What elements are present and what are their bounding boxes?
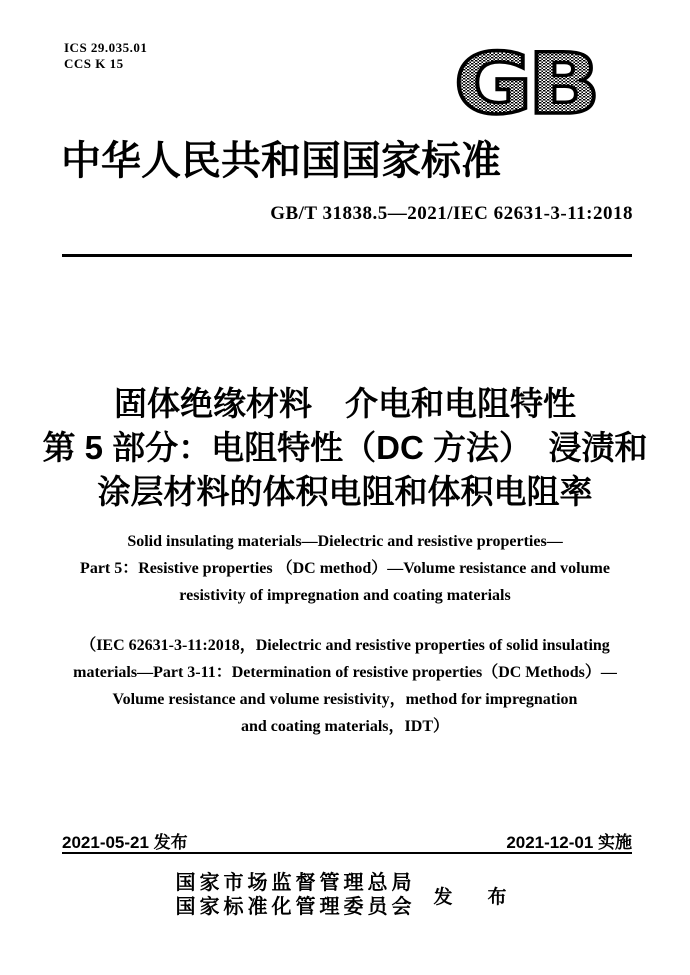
title-english-line: resistivity of impregnation and coating materials (179, 587, 511, 604)
national-standard-heading: 中华人民共和国国家标准 (61, 138, 501, 183)
standard-number: GB/T 31838.5—2021/IEC 62631-3-11:2018 (270, 203, 633, 224)
top-divider-rule (62, 254, 632, 257)
publisher-name: 国家标准化管理委员会 (175, 896, 416, 918)
title-chinese (0, 382, 690, 514)
gb-logo-text: GB (454, 45, 596, 123)
ccs-code: CCS K 15 (64, 56, 124, 71)
publisher-name: 国家市场监督管理总局 (175, 872, 416, 894)
title-chinese-line: 第 5 部分：电阻特性（DC 方法） 浸渍和 (42, 429, 648, 466)
iec-adoption-line: and coating materials，IDT） (240, 718, 449, 735)
iec-adoption-line: （IEC 62631-3-11:2018，Dielectric and resistive properties of solid insulating (80, 637, 610, 654)
publisher-names (175, 871, 415, 919)
iec-adoption-line: materials—Part 3-11：Determination of resistive properties（DC Methods）— (73, 664, 617, 681)
title-english-line: Part 5：Resistive properties （DC method）—Volume resistance and volume (80, 560, 610, 577)
bottom-divider-rule (62, 852, 632, 854)
publisher-block (0, 871, 690, 919)
title-english (0, 528, 690, 609)
dates-row (62, 828, 632, 853)
ics-code: ICS 29.035.01 (64, 40, 148, 55)
issue-date: 2021-05-21 发布 (62, 833, 188, 852)
title-chinese-line: 固体绝缘材料 介电和电阻特性 (114, 385, 576, 422)
gb-logo (451, 45, 599, 123)
title-chinese-line: 涂层材料的体积电阻和体积电阻率 (97, 473, 593, 510)
classification-codes (64, 40, 147, 72)
implement-date: 2021-12-01 实施 (506, 833, 632, 852)
iec-adoption-note (0, 632, 690, 740)
title-english-line: Solid insulating materials—Dielectric and resistive properties— (127, 533, 563, 550)
publish-verb: 发 布 (433, 886, 515, 908)
iec-adoption-line: Volume resistance and volume resistivity，method for impregnation (112, 691, 578, 708)
